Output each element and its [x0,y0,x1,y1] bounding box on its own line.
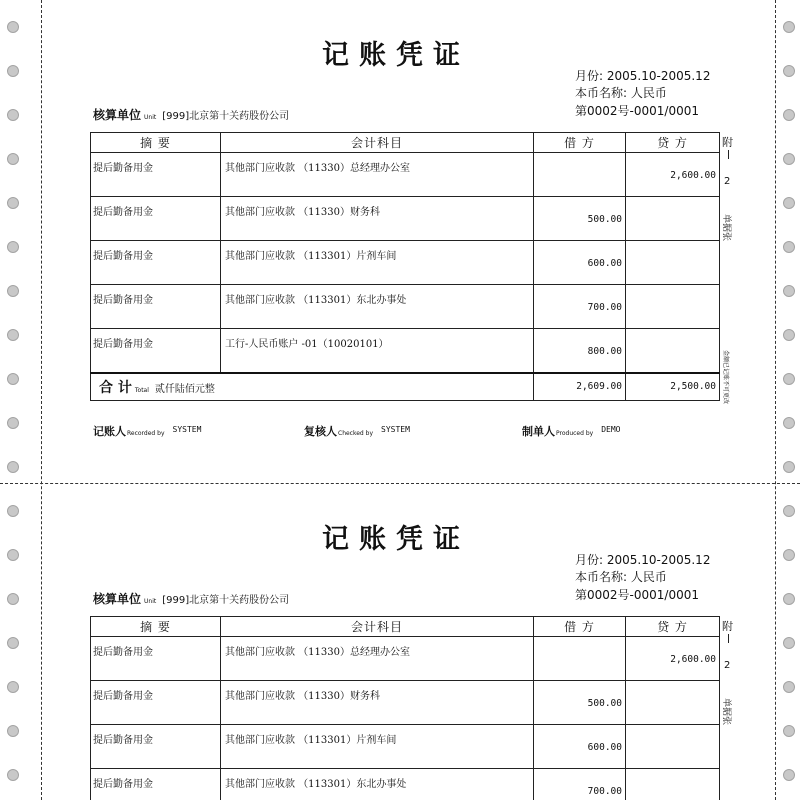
unit-label-en: Unit [144,114,157,121]
table-row [91,285,720,329]
unit-value: [999]北京第十关药股份公司 [162,111,290,122]
column-credit: 贷 方 [626,133,720,153]
row-account: 工行-人民币账户 -01（10020101） [221,329,534,373]
total-debit: 2,609.00 [534,373,626,401]
row-account: 其他部门应收款 （113301）片剂车间 [221,241,534,285]
row-credit [626,197,720,241]
row-credit: 2,600.00 [626,153,720,197]
accounting-unit [93,588,289,607]
attachments-unit: 单据张 [721,214,731,242]
signature-recorded [93,420,201,439]
attachments-label: 附 [722,136,733,149]
row-account: 其他部门应收款 （11330）财务科 [221,197,534,241]
currency-label: 本币名称: [575,86,628,100]
row-summary: 提后勤备用金 [91,153,221,197]
signature-checked [304,420,410,439]
produced-label-en: Produced by [556,430,594,437]
row-debit: 500.00 [534,681,626,725]
row-credit [626,329,720,373]
voucher-title: 记账凭证 [322,40,470,71]
produced-by: DEMO [601,425,621,434]
unit-value: [999]北京第十关药股份公司 [162,595,290,606]
column-summary: 摘 要 [91,133,221,153]
row-credit [626,725,720,769]
checked-label-en: Checked by [338,430,374,437]
row-credit [626,769,720,800]
row-debit [534,637,626,681]
currency [575,568,667,585]
row-credit [626,285,720,329]
table-header [91,617,720,637]
period-value: 2005.10-2005.12 [606,69,711,83]
voucher-table [90,132,720,401]
row-account: 其他部门应收款 （11330）财务科 [221,681,534,725]
row-summary: 提后勤备用金 [91,769,221,800]
attachments-label: 附 [722,620,733,633]
column-account: 会计科目 [221,617,534,637]
total-label-cell [91,373,534,401]
total-amount-in-words: 贰仟陆佰元整 [154,383,215,395]
total-label: 合 计 [99,379,132,396]
row-account: 其他部门应收款 （11330）总经理办公室 [221,637,534,681]
row-account: 其他部门应收款 （113301）东北办事处 [221,769,534,800]
row-summary: 提后勤备用金 [91,241,221,285]
voucher-number: 第0002号-0001/0001 [575,104,699,118]
accounting-unit [93,104,289,123]
recorded-by: SYSTEM [172,425,202,434]
row-summary: 提后勤备用金 [91,725,221,769]
column-debit: 借 方 [534,617,626,637]
column-credit: 贷 方 [626,617,720,637]
row-debit: 600.00 [534,725,626,769]
period [575,67,710,84]
attachments-count: 2 [724,176,731,187]
table-row [91,681,720,725]
recorded-label-en: Recorded by [127,430,165,437]
column-debit: 借 方 [534,133,626,153]
unit-label: 核算单位 [93,592,142,606]
unit-label: 核算单位 [93,108,142,122]
period-value: 2005.10-2005.12 [606,553,711,567]
unit-label-en: Unit [144,598,157,605]
currency [575,84,667,101]
table-row [91,637,720,681]
table-row [91,153,720,197]
signature-produced [522,420,620,439]
row-debit: 700.00 [534,769,626,800]
row-account: 其他部门应收款 （113301）东北办事处 [221,285,534,329]
attachments-rule [728,150,729,159]
checked-by: SYSTEM [381,425,410,434]
produced-label: 制单人 [522,425,555,438]
table-row [91,197,720,241]
period-label: 月份: [575,553,604,567]
row-summary: 提后勤备用金 [91,197,221,241]
currency-label: 本币名称: [575,570,628,584]
checked-label: 复核人 [304,425,337,438]
voucher-table [90,616,720,800]
row-credit [626,681,720,725]
row-debit: 600.00 [534,241,626,285]
column-summary: 摘 要 [91,617,221,637]
table-row [91,725,720,769]
total-credit: 2,500.00 [626,373,720,401]
row-debit: 500.00 [534,197,626,241]
row-summary: 提后勤备用金 [91,637,221,681]
side-note: 金额已记账不可更改 [722,350,729,405]
recorded-label: 记账人 [93,425,126,438]
currency-value: 人民币 [630,86,667,100]
row-summary: 提后勤备用金 [91,329,221,373]
period [575,551,710,568]
row-account: 其他部门应收款 （113301）片剂车间 [221,725,534,769]
table-row [91,329,720,373]
voucher-title: 记账凭证 [322,524,470,555]
attachments-unit: 单据张 [721,698,731,726]
period-label: 月份: [575,69,604,83]
row-credit: 2,600.00 [626,637,720,681]
column-account: 会计科目 [221,133,534,153]
attachments-rule [728,634,729,643]
row-summary: 提后勤备用金 [91,285,221,329]
attachments-count: 2 [724,660,731,671]
row-summary: 提后勤备用金 [91,681,221,725]
voucher-copy-2 [0,484,800,800]
voucher-number: 第0002号-0001/0001 [575,588,699,602]
row-account: 其他部门应收款 （11330）总经理办公室 [221,153,534,197]
total-label-en: Total [134,386,149,394]
row-debit: 700.00 [534,285,626,329]
table-header [91,133,720,153]
total-row [91,373,720,401]
table-row [91,241,720,285]
row-debit: 800.00 [534,329,626,373]
currency-value: 人民币 [630,570,667,584]
row-credit [626,241,720,285]
row-debit [534,153,626,197]
table-row [91,769,720,800]
